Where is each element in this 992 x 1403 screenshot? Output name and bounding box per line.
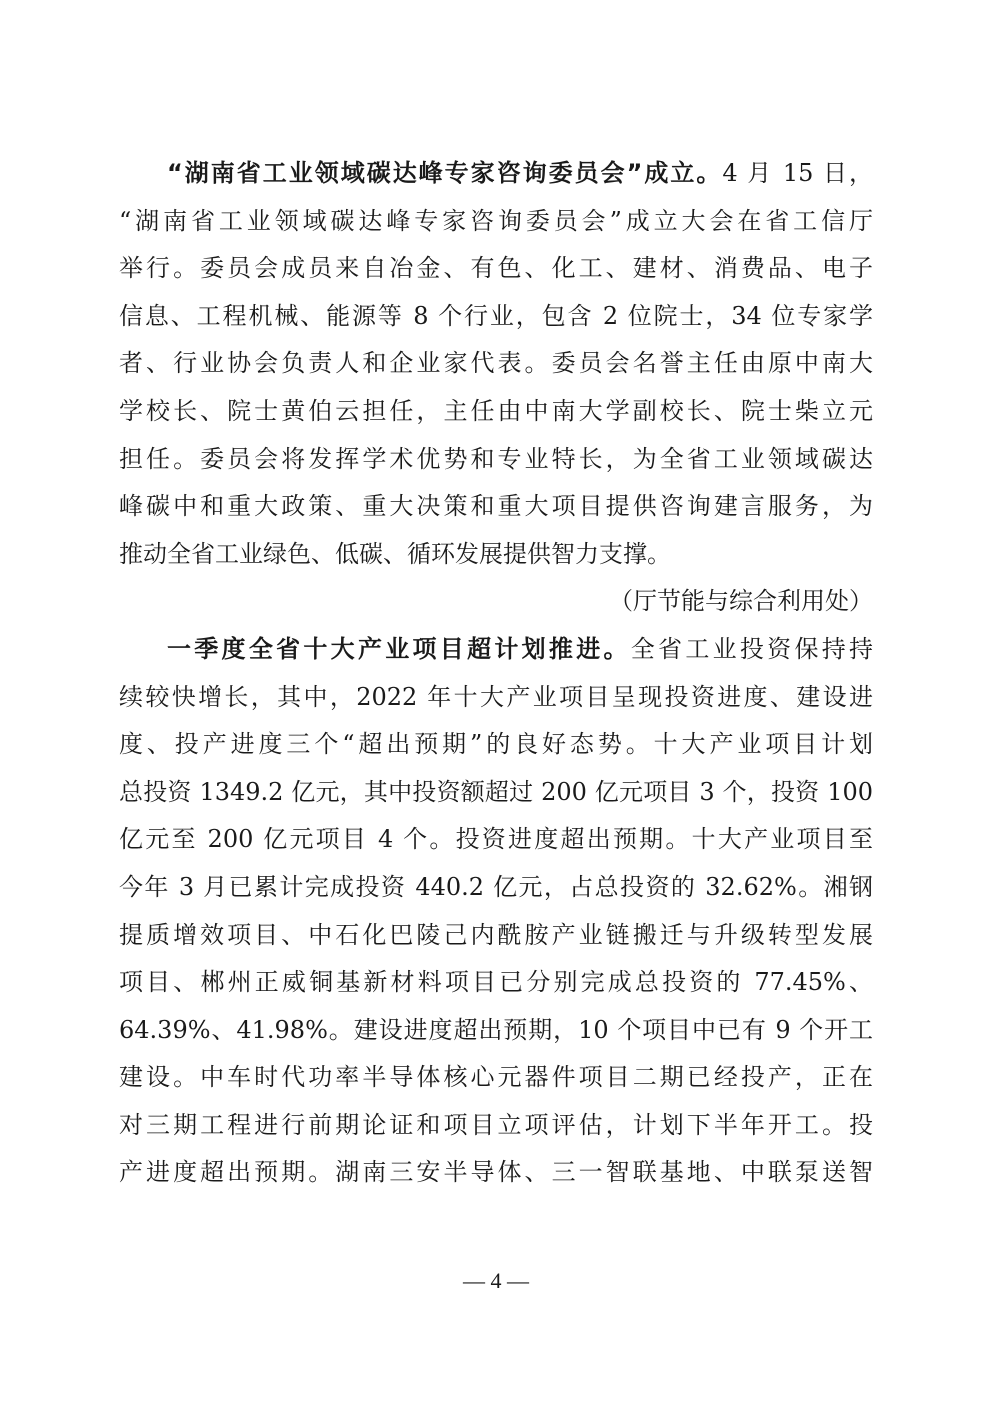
paragraph-1-lead-text: 4 月 15 日， — [722, 159, 873, 187]
paragraph-2-line: 总投资 1349.2 亿元，其中投资额超过 200 亿元项目 3 个，投资 100 — [119, 777, 873, 806]
page-number: — 4 — — [463, 1268, 529, 1293]
paragraph-2-heading: 一季度全省十大产业项目超计划推进。 — [167, 634, 631, 663]
paragraph-2-line: 对三期工程进行前期论证和项目立项评估，计划下半年开工。投 — [119, 1110, 873, 1139]
paragraph-2-line: 续较快增长，其中，2022 年十大产业项目呈现投资进度、建设进 — [119, 682, 873, 711]
paragraph-2-line: 项目、郴州正威铜基新材料项目已分别完成总投资的 77.45%、 — [119, 968, 873, 997]
paragraph-1-line-1 — [119, 152, 873, 200]
paragraph-1-source: （厅节能与综合利用处） — [609, 587, 873, 616]
paragraph-2-line: 建设。中车时代功率半导体核心元器件项目二期已经投产，正在 — [119, 1063, 873, 1092]
paragraph-2-line: 产进度超出预期。湖南三安半导体、三一智联基地、中联泵送智 — [119, 1158, 873, 1187]
document-body — [119, 152, 873, 1199]
paragraph-1-line: 峰碳中和重大政策、重大决策和重大项目提供咨询建言服务，为 — [119, 492, 873, 521]
paragraph-2-line-1 — [119, 628, 873, 676]
paragraph-2-line: 度、投产进度三个“超出预期”的良好态势。十大产业项目计划 — [119, 730, 873, 759]
paragraph-1-line: 者、行业协会负责人和企业家代表。委员会名誉主任由原中南大 — [119, 349, 873, 378]
paragraph-2-line: 今年 3 月已累计完成投资 440.2 亿元，占总投资的 32.62%。湘钢 — [119, 872, 873, 901]
paragraph-1-line: 信息、工程机械、能源等 8 个行业，包含 2 位院士，34 位专家学 — [119, 301, 873, 330]
paragraph-1-line: “湖南省工业领域碳达峰专家咨询委员会”成立大会在省工信厅 — [119, 206, 873, 235]
paragraph-2-line: 亿元至 200 亿元项目 4 个。投资进度超出预期。十大产业项目至 — [119, 825, 873, 854]
paragraph-1-heading: “湖南省工业领域碳达峰专家咨询委员会”成立。 — [167, 159, 723, 187]
paragraph-2-line: 64.39%、41.98%。建设进度超出预期，10 个项目中已有 9 个开工 — [119, 1015, 873, 1044]
paragraph-1-line: 担任。委员会将发挥学术优势和专业特长，为全省工业领域碳达 — [119, 444, 873, 473]
paragraph-2-line: 提质增效项目、中石化巴陵己内酰胺产业链搬迁与升级转型发展 — [119, 920, 873, 949]
paragraph-1-line: 学校长、院士黄伯云担任，主任由中南大学副校长、院士柴立元 — [119, 396, 873, 425]
paragraph-1-line: 举行。委员会成员来自冶金、有色、化工、建材、消费品、电子 — [119, 254, 873, 283]
paragraph-1-line: 推动全省工业绿色、低碳、循环发展提供智力支撑。 — [119, 539, 671, 568]
paragraph-2-lead-text: 全省工业投资保持持 — [630, 634, 873, 663]
